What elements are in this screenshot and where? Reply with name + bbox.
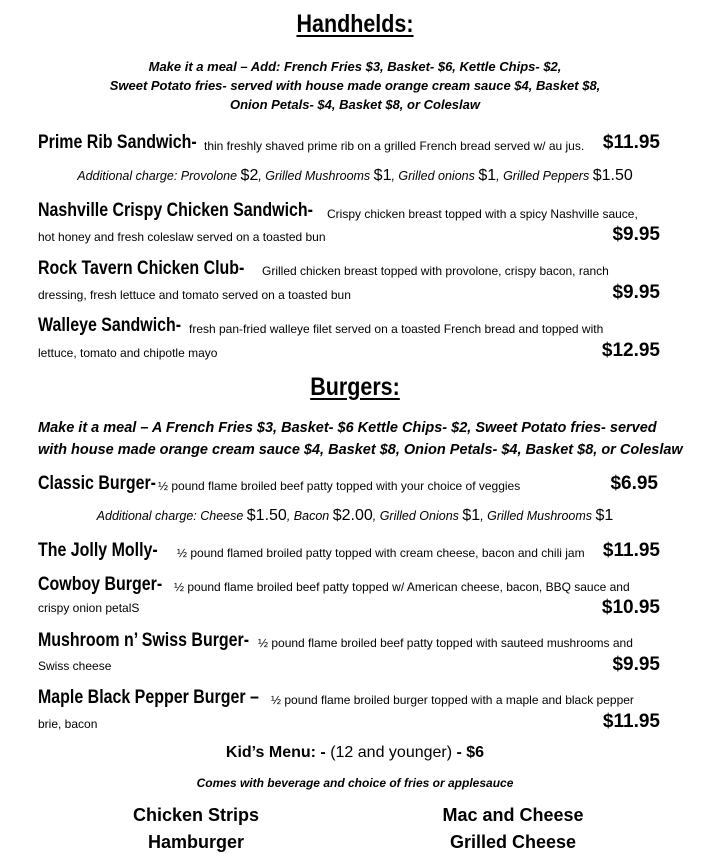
item-desc-cont: Swiss cheese: [38, 659, 112, 673]
handhelds-meal-line2: Sweet Potato fries- served with house made orange cream sauce $4, Basket $8,: [109, 78, 601, 93]
item-desc: ½ pound flame broiled beef patty topped with your choice of veggies: [158, 479, 521, 493]
kids-title-lead: Kid’s Menu: -: [225, 744, 331, 761]
item-name: Prime Rib Sandwich-: [38, 132, 197, 153]
burgers-heading: Burgers:: [310, 373, 400, 401]
handhelds-additional-charge: [0, 167, 710, 185]
item-name: Nashville Crispy Chicken Sandwich-: [38, 200, 313, 221]
kids-item: Hamburger: [147, 832, 245, 852]
meal-lead: Make it a meal: [148, 59, 237, 74]
addl-label: Additional charge: Provolone: [77, 169, 238, 183]
item-desc: ½ pound flame broiled burger topped with a maple and black pepper: [271, 693, 634, 707]
menu-item-nashville: [38, 200, 365, 222]
item-price: $10.95: [601, 597, 660, 618]
item-price: $11.95: [602, 711, 660, 732]
kids-menu-title: [0, 744, 710, 762]
kids-item: Chicken Strips: [132, 805, 260, 825]
kids-menu-subtitle: Comes with beverage and choice of fries or applesauce: [196, 776, 514, 790]
item-name: Rock Tavern Chicken Club-: [38, 258, 245, 279]
addl-label: , Grilled Peppers: [496, 169, 590, 183]
menu-item-prime-rib: [38, 132, 227, 154]
item-price: $9.95: [612, 282, 660, 303]
item-price: $11.95: [602, 132, 660, 153]
handhelds-meal-line1: [0, 57, 710, 76]
kids-item: Grilled Cheese: [449, 832, 577, 852]
item-desc: ½ pound flame broiled beef patty topped w/ American cheese, bacon, BBQ sauce and: [174, 580, 630, 594]
addl-label: , Grilled onions: [391, 169, 475, 183]
item-name: Classic Burger-: [38, 473, 156, 494]
item-name: Cowboy Burger-: [38, 574, 163, 595]
addl-label: Additional charge: Cheese: [96, 509, 244, 523]
item-desc: ½ pound flamed broiled patty topped with cream cheese, bacon and chili jam: [177, 546, 585, 560]
item-desc-cont: hot honey and fresh coleslaw served on a toasted bun: [38, 230, 326, 244]
item-name: Mushroom n’ Swiss Burger-: [38, 630, 250, 651]
item-name: The Jolly Molly-: [38, 540, 158, 561]
kids-item: Mac and Cheese: [442, 805, 584, 825]
addl-label: , Grilled Onions: [372, 509, 459, 523]
handhelds-meal-line3: Onion Petals- $4, Basket $8, or Coleslaw: [230, 97, 480, 112]
item-price: $9.95: [612, 224, 660, 245]
burgers-meal-line1: [38, 418, 688, 439]
addl-price: $1: [478, 167, 497, 184]
item-price: $11.95: [602, 540, 660, 561]
handhelds-heading: Handhelds:: [296, 10, 414, 38]
item-price: $9.95: [612, 654, 660, 675]
item-name: Maple Black Pepper Burger –: [38, 687, 259, 708]
item-desc: thin freshly shaved prime rib on a grilled French bread served w/ au jus.: [204, 139, 585, 153]
item-desc: Grilled chicken breast topped with provolone, crispy bacon, ranch: [262, 264, 609, 278]
addl-label: , Grilled Mushrooms: [258, 169, 371, 183]
addl-label: , Bacon: [286, 509, 330, 523]
meal-rest: – A French Fries $3, Basket- $6 Kettle Chips- $2, Sweet Potato fries- served: [136, 420, 657, 436]
kids-price: - $6: [452, 744, 485, 761]
meal-lead: Make it a meal: [38, 420, 137, 436]
kids-age: (12 and younger): [330, 744, 453, 761]
menu-item-jolly-molly: [38, 540, 181, 562]
addl-price: $2: [240, 167, 259, 184]
meal-rest: – Add: French Fries $3, Basket- $6, Kettle Chips- $2,: [236, 59, 562, 74]
item-desc-cont: crispy onion petalS: [38, 601, 140, 615]
item-desc: Crispy chicken breast topped with a spicy Nashville sauce,: [327, 207, 638, 221]
addl-price: $2.00: [332, 507, 373, 524]
item-name: Walleye Sandwich-: [38, 315, 182, 336]
addl-label: , Grilled Mushrooms: [480, 509, 593, 523]
item-desc-cont: dressing, fresh lettuce and tomato served on a toasted bun: [38, 288, 351, 302]
burgers-additional-charge: [0, 507, 710, 525]
item-price: $6.95: [610, 473, 658, 494]
item-desc: ½ pound flame broiled beef patty topped with sauteed mushrooms and: [258, 636, 633, 650]
item-desc-cont: brie, bacon: [38, 717, 98, 731]
addl-price: $1: [462, 507, 481, 524]
addl-price: $1: [373, 167, 392, 184]
addl-price: $1.50: [246, 507, 287, 524]
addl-price: $1.50: [592, 167, 633, 184]
burgers-meal-line2: with house made orange cream sauce $4, Basket $8, Onion Petals- $4, Basket $8, or Coleslaw: [38, 442, 683, 458]
addl-price: $1: [595, 507, 614, 524]
item-price: $12.95: [601, 340, 660, 361]
item-desc: fresh pan-fried walleye filet served on a toasted French bread and topped with: [189, 322, 604, 336]
menu-item-rock-tavern: [38, 258, 284, 280]
item-desc-cont: lettuce, tomato and chipotle mayo: [38, 346, 218, 360]
menu-item-cowboy-burger: [38, 574, 186, 596]
menu-item-maple-black-pepper: [38, 687, 301, 709]
menu-item-mushroom-swiss: [38, 630, 289, 652]
menu-item-walleye: [38, 315, 208, 337]
